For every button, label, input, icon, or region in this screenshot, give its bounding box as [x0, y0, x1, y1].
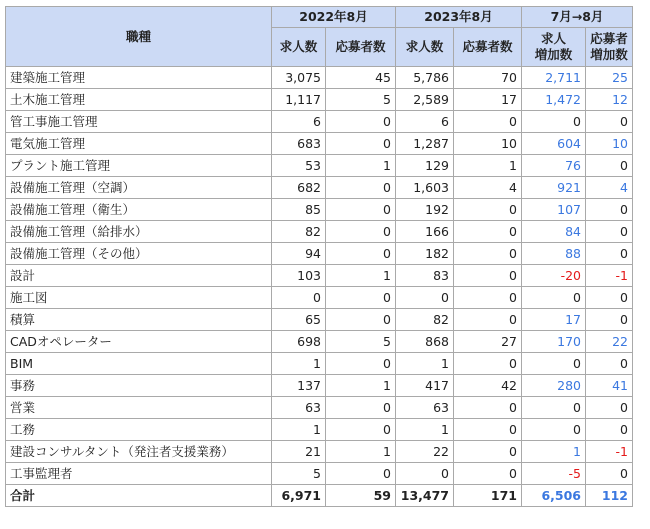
- header-applicants-increase: [586, 28, 633, 67]
- cell-job-type: BIM: [6, 353, 272, 375]
- job-stats-table: [5, 6, 633, 507]
- cell-applicants-increase: 12: [586, 89, 633, 111]
- table-row: [6, 67, 633, 89]
- cell-jobs-2022: 1: [272, 353, 326, 375]
- cell-applicants-increase: 0: [586, 309, 633, 331]
- cell-applicants-2022: 0: [326, 287, 396, 309]
- cell-jobs-2023: 5,786: [396, 67, 454, 89]
- cell-jobs-2023: 63: [396, 397, 454, 419]
- cell-applicants-increase: 0: [586, 397, 633, 419]
- cell-jobs-2023: 1: [396, 419, 454, 441]
- table-row: [6, 111, 633, 133]
- cell-jobs-2022: 103: [272, 265, 326, 287]
- cell-applicants-increase: 0: [586, 199, 633, 221]
- cell-applicants-2023: 0: [454, 287, 522, 309]
- table-row: [6, 441, 633, 463]
- cell-jobs-increase: 1: [522, 441, 586, 463]
- cell-applicants-2023: 27: [454, 331, 522, 353]
- cell-jobs-increase: 604: [522, 133, 586, 155]
- cell-applicants-2023: 0: [454, 441, 522, 463]
- cell-applicants-2022: 1: [326, 375, 396, 397]
- table-row: [6, 353, 633, 375]
- cell-applicants-2023: 1: [454, 155, 522, 177]
- header-jobs-increase: [522, 28, 586, 67]
- header-jobs-2023: 求人数: [396, 28, 454, 67]
- table-row: [6, 397, 633, 419]
- table-row: [6, 265, 633, 287]
- cell-applicants-increase: 0: [586, 287, 633, 309]
- cell-jobs-2023: 417: [396, 375, 454, 397]
- cell-jobs-2022: 82: [272, 221, 326, 243]
- header-jobs-increase-line2: 増加数: [534, 47, 573, 62]
- table-row: [6, 199, 633, 221]
- cell-applicants-2023: 0: [454, 309, 522, 331]
- cell-applicants-increase: 0: [586, 111, 633, 133]
- cell-applicants-2022: 5: [326, 331, 396, 353]
- cell-applicants-2023: 0: [454, 265, 522, 287]
- cell-jobs-2022: 6,971: [272, 485, 326, 507]
- cell-applicants-2023: 0: [454, 199, 522, 221]
- table-row: [6, 155, 633, 177]
- cell-jobs-2022: 698: [272, 331, 326, 353]
- header-change: 7月→8月: [522, 7, 633, 28]
- cell-applicants-2023: 0: [454, 419, 522, 441]
- header-jobs-increase-line1: 求人: [540, 31, 566, 46]
- cell-jobs-increase: 88: [522, 243, 586, 265]
- cell-jobs-2023: 82: [396, 309, 454, 331]
- cell-jobs-increase: 0: [522, 287, 586, 309]
- cell-jobs-2023: 166: [396, 221, 454, 243]
- cell-jobs-2023: 13,477: [396, 485, 454, 507]
- cell-jobs-increase: 170: [522, 331, 586, 353]
- cell-job-type: CADオペレーター: [6, 331, 272, 353]
- table-row: [6, 243, 633, 265]
- cell-jobs-increase: 17: [522, 309, 586, 331]
- cell-applicants-increase: 112: [586, 485, 633, 507]
- cell-applicants-2022: 0: [326, 133, 396, 155]
- cell-applicants-2022: 1: [326, 155, 396, 177]
- cell-jobs-increase: 76: [522, 155, 586, 177]
- cell-applicants-2022: 0: [326, 419, 396, 441]
- header-jobs-2022: 求人数: [272, 28, 326, 67]
- cell-jobs-increase: 0: [522, 353, 586, 375]
- cell-jobs-2022: 63: [272, 397, 326, 419]
- cell-jobs-2023: 0: [396, 463, 454, 485]
- header-period-2022: 2022年8月: [272, 7, 396, 28]
- cell-jobs-2022: 1,117: [272, 89, 326, 111]
- cell-jobs-2022: 683: [272, 133, 326, 155]
- cell-applicants-2023: 0: [454, 397, 522, 419]
- table-body: [6, 67, 633, 507]
- cell-applicants-2022: 1: [326, 265, 396, 287]
- cell-jobs-2022: 5: [272, 463, 326, 485]
- cell-job-type: プラント施工管理: [6, 155, 272, 177]
- cell-applicants-2023: 171: [454, 485, 522, 507]
- cell-job-type: 土木施工管理: [6, 89, 272, 111]
- cell-job-type: 事務: [6, 375, 272, 397]
- cell-jobs-2022: 1: [272, 419, 326, 441]
- header-period-2023: 2023年8月: [396, 7, 522, 28]
- cell-jobs-2023: 22: [396, 441, 454, 463]
- cell-job-type: 合計: [6, 485, 272, 507]
- header-applicants-increase-line1: 応募者: [590, 31, 628, 46]
- cell-job-type: 設備施工管理（その他）: [6, 243, 272, 265]
- header-applicants-2022: 応募者数: [326, 28, 396, 67]
- cell-jobs-2023: 0: [396, 287, 454, 309]
- cell-job-type: 設備施工管理（給排水）: [6, 221, 272, 243]
- cell-applicants-increase: -1: [586, 441, 633, 463]
- cell-applicants-2022: 0: [326, 243, 396, 265]
- cell-job-type: 電気施工管理: [6, 133, 272, 155]
- cell-jobs-2023: 1: [396, 353, 454, 375]
- cell-applicants-2022: 5: [326, 89, 396, 111]
- cell-applicants-2023: 0: [454, 353, 522, 375]
- cell-applicants-2023: 42: [454, 375, 522, 397]
- cell-applicants-increase: 22: [586, 331, 633, 353]
- cell-applicants-increase: 25: [586, 67, 633, 89]
- cell-applicants-2022: 0: [326, 111, 396, 133]
- cell-jobs-increase: 107: [522, 199, 586, 221]
- cell-job-type: 設計: [6, 265, 272, 287]
- cell-jobs-increase: -5: [522, 463, 586, 485]
- header-applicants-increase-line2: 増加数: [590, 47, 628, 62]
- cell-applicants-2023: 0: [454, 221, 522, 243]
- cell-jobs-2022: 3,075: [272, 67, 326, 89]
- cell-applicants-increase: 0: [586, 155, 633, 177]
- cell-jobs-2022: 0: [272, 287, 326, 309]
- cell-jobs-2023: 6: [396, 111, 454, 133]
- cell-jobs-increase: 280: [522, 375, 586, 397]
- cell-jobs-2023: 83: [396, 265, 454, 287]
- table-row: [6, 419, 633, 441]
- cell-applicants-increase: -1: [586, 265, 633, 287]
- cell-jobs-2022: 21: [272, 441, 326, 463]
- cell-applicants-increase: 4: [586, 177, 633, 199]
- cell-jobs-increase: 84: [522, 221, 586, 243]
- cell-applicants-2022: 0: [326, 199, 396, 221]
- cell-applicants-2022: 0: [326, 177, 396, 199]
- cell-job-type: 営業: [6, 397, 272, 419]
- cell-jobs-increase: 921: [522, 177, 586, 199]
- cell-applicants-2022: 0: [326, 221, 396, 243]
- cell-jobs-2023: 868: [396, 331, 454, 353]
- job-stats-table-container: [5, 6, 633, 507]
- cell-applicants-2023: 0: [454, 111, 522, 133]
- cell-applicants-2022: 1: [326, 441, 396, 463]
- cell-jobs-2022: 6: [272, 111, 326, 133]
- cell-jobs-increase: 2,711: [522, 67, 586, 89]
- table-row: [6, 89, 633, 111]
- cell-applicants-2022: 0: [326, 309, 396, 331]
- cell-jobs-2022: 682: [272, 177, 326, 199]
- cell-job-type: 工事監理者: [6, 463, 272, 485]
- cell-jobs-increase: -20: [522, 265, 586, 287]
- cell-applicants-increase: 10: [586, 133, 633, 155]
- cell-applicants-2023: 10: [454, 133, 522, 155]
- table-row: [6, 287, 633, 309]
- cell-job-type: 施工図: [6, 287, 272, 309]
- cell-applicants-2022: 0: [326, 463, 396, 485]
- cell-job-type: 管工事施工管理: [6, 111, 272, 133]
- header-job-type: 職種: [6, 7, 272, 67]
- cell-jobs-2023: 182: [396, 243, 454, 265]
- cell-jobs-2022: 53: [272, 155, 326, 177]
- cell-jobs-increase: 0: [522, 111, 586, 133]
- cell-job-type: 建築施工管理: [6, 67, 272, 89]
- cell-jobs-2022: 85: [272, 199, 326, 221]
- cell-jobs-2023: 1,603: [396, 177, 454, 199]
- cell-jobs-2022: 94: [272, 243, 326, 265]
- table-row: [6, 463, 633, 485]
- cell-jobs-increase: 1,472: [522, 89, 586, 111]
- cell-applicants-increase: 41: [586, 375, 633, 397]
- cell-job-type: 建設コンサルタント（発注者支援業務）: [6, 441, 272, 463]
- cell-applicants-2023: 0: [454, 463, 522, 485]
- cell-jobs-increase: 6,506: [522, 485, 586, 507]
- cell-job-type: 設備施工管理（空調）: [6, 177, 272, 199]
- table-row: [6, 221, 633, 243]
- cell-jobs-2023: 192: [396, 199, 454, 221]
- cell-applicants-2022: 45: [326, 67, 396, 89]
- cell-jobs-2022: 137: [272, 375, 326, 397]
- cell-jobs-increase: 0: [522, 419, 586, 441]
- cell-applicants-2022: 0: [326, 397, 396, 419]
- cell-applicants-increase: 0: [586, 463, 633, 485]
- cell-applicants-2023: 17: [454, 89, 522, 111]
- cell-job-type: 工務: [6, 419, 272, 441]
- table-row: [6, 375, 633, 397]
- cell-jobs-2023: 129: [396, 155, 454, 177]
- cell-applicants-2022: 59: [326, 485, 396, 507]
- cell-applicants-2022: 0: [326, 353, 396, 375]
- cell-applicants-increase: 0: [586, 353, 633, 375]
- cell-applicants-2023: 0: [454, 243, 522, 265]
- cell-applicants-increase: 0: [586, 419, 633, 441]
- cell-applicants-2023: 4: [454, 177, 522, 199]
- cell-job-type: 積算: [6, 309, 272, 331]
- cell-job-type: 設備施工管理（衛生）: [6, 199, 272, 221]
- table-row: [6, 309, 633, 331]
- header-applicants-2023: 応募者数: [454, 28, 522, 67]
- table-row: [6, 177, 633, 199]
- cell-applicants-2023: 70: [454, 67, 522, 89]
- cell-jobs-2022: 65: [272, 309, 326, 331]
- cell-jobs-2023: 2,589: [396, 89, 454, 111]
- total-row: [6, 485, 633, 507]
- table-row: [6, 133, 633, 155]
- cell-applicants-increase: 0: [586, 243, 633, 265]
- table-row: [6, 331, 633, 353]
- cell-jobs-increase: 0: [522, 397, 586, 419]
- cell-jobs-2023: 1,287: [396, 133, 454, 155]
- cell-applicants-increase: 0: [586, 221, 633, 243]
